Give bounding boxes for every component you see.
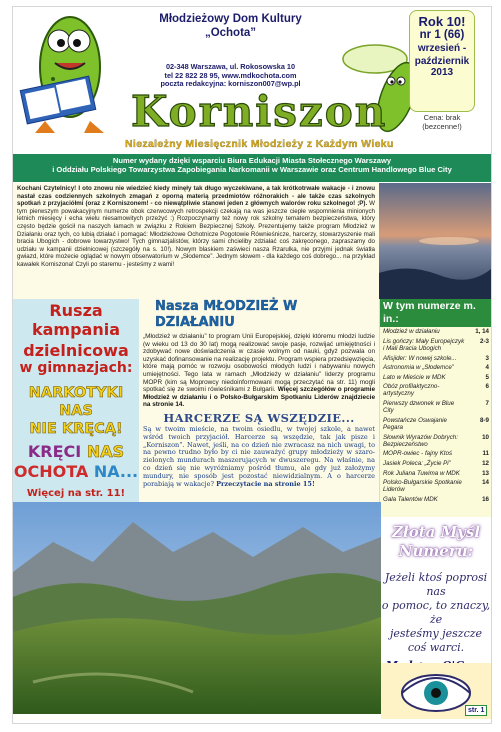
org-line2: „Ochota” [204, 27, 257, 39]
toc-item-title: Młodzież w działaniu [383, 328, 440, 336]
toc-item-page: 1, 14 [475, 328, 489, 336]
motto-word-3: OCHOTA [13, 462, 89, 481]
masthead-subtitle: Niezależny Miesięcznik Młodzieży z Każdym Wieku [125, 139, 394, 150]
toc-item [380, 459, 492, 469]
editorial-text [13, 183, 379, 299]
toc-item [380, 478, 492, 495]
motto-word-4: NA... [93, 462, 139, 481]
quote-text [381, 571, 491, 655]
toc-item-title: Lato w Mieście w MDK [383, 373, 446, 381]
org-line1: Młodzieżowy Dom Kultury [159, 13, 302, 25]
article-youth-in-action [139, 299, 379, 502]
issue-months-2: październik [414, 56, 470, 67]
toc-item-title: Afisjider: W nowej szkole... [383, 354, 457, 362]
quote-title-1: Złota Myśl [391, 523, 481, 541]
toc-item [380, 373, 492, 383]
toc-item [380, 353, 492, 363]
article-text: „Młodzież w działaniu” to program Unii Europejskiej, dzięki któremu młodzi ludzie (w wieku od 13 do 30 lat) mogą realizować swoje pasje, rozwijać umiejętności i zdobywać nowe doświadczenia w czasie wolnym od nauki, gdyż pozwala on uzyskać dofinansowanie na realizację projektu. Program wspiera przedsięwzięcia, które mają pomóc w rozwoju osobowości młodych ludzi i nabywaniu nowych umiejętności. Tego lata w ramach „Młodzieży w działaniu” liderzy programu MOPR (kim są Moprowcy niedoinformowani mogą przeczytać na str. 11) mogli spotkać się ze swoimi rówieśnikami z Bułgarii. [143, 333, 375, 394]
mountain-meadow-photo [13, 502, 381, 714]
address-block [143, 63, 318, 89]
page-number: str. 1 [465, 705, 487, 716]
campaign-more-link: Więcej na str. 11! [26, 488, 126, 499]
motto-word-2: NAS [86, 442, 125, 461]
article-title: Nasza MŁODZIEŻ W DZIAŁANIU [155, 299, 298, 330]
toc-item-page: 5 [485, 373, 489, 381]
editorial-intro: Kochani Czytelnicy! I oto znowu nie wiedzieć kiedy minęły tak długo wyczekiwane, a tak krótkotrwałe wakacje - i znowu nastał czas codziennych szkolnych zmagań z oporną materią przedmiotów różnorakich - ale także czas szkolnych spotkań z przyjaciółmi (oraz z Korniszonem! - co niewątpliwie stanowi jeden z głównych walorów roku szkolnego! ;P). [17, 185, 375, 208]
quote-of-the-issue [381, 519, 491, 663]
toc-item [380, 327, 492, 337]
toc-item-page: 3 [485, 354, 489, 362]
motto-word-1: KRĘCI [27, 442, 82, 461]
toc-item-title: Jasiek Poleca: „Życie Pi” [383, 459, 451, 467]
toc-item-title: Polsko-Bułgarskie Spotkanie Liderów [383, 479, 462, 494]
quote-title-2: Numeru: [398, 542, 474, 560]
toc-item-title: Lis gończy: Mały Europejczyk i Mali Bracia Ubogich [383, 337, 465, 352]
campaign-slogan1: NARKOTYKI NAS [28, 385, 124, 419]
toc-item-page: 10 [482, 433, 489, 441]
toc-item-page: 12 [482, 459, 489, 467]
toc-item-title: MOPR-owiec - fajny Ktoś [383, 450, 453, 458]
price-line1: Cena: brak [423, 113, 461, 122]
issue-year: Rok 10! [418, 14, 466, 29]
campaign-line2: dzielnicowa [23, 341, 129, 360]
price-label [411, 113, 473, 131]
toc-item-page: 8-9 [480, 416, 489, 424]
campaign-line3: w gimnazjach: [19, 360, 133, 376]
toc-item [380, 416, 492, 433]
masthead-title: Korniszon [131, 87, 388, 136]
toc-item-page: 16 [482, 495, 489, 503]
editorial-body: W tym pierwszym powakacyjnym numerze obok czerwcowych retrospekcji czekają na was jeszcze ciepłe wspomnienia minionych letnich miesięcy i echa wielu niesamowitych przeżyć :) Rozpoczynamy też nowy rok szkolny tematem bezpieczeństwa, który często będzie gościł na naszych łamach w związku z Rokiem Bezpiecznej Szkoły. Prezentujemy także program Młodzież w Działaniu oraz tych, co lubią działać i pomagać: Młodzieżowe Ochotnicze Pogotowie Równieśnicze, harcerzy, stowarzyszenie mali bracia Ubogich - dobrowe towarzystwo! Tych gimnazjalistów, którzy sami chcieliby zdziałać coś zakręconego, zapraszamy do udziału w kampanii dzielnicowej (szczegóły na s. 10!). Nowym blaskiem zaświeci nasza Rzarulka, nie przyjmi jednak światła gwiazd, które możecie oglądać w nowym obserwatorium w „Słodemce”. Jednym słowem - dla każdego coś dobrego... na przykład kawałek Korniszona! Czyli po staremu - jesteśmy z wami! [17, 200, 375, 268]
toc-list [380, 327, 492, 504]
toc-item-title: Słownik Wyrazów Dobrych: Bezpieczeństwo [383, 433, 458, 448]
toc-item [380, 432, 492, 449]
pickle-mascot-icon [15, 9, 125, 137]
phone-line: tel 22 822 28 95, www.mdkochota.com [164, 70, 297, 80]
toc-item-title: Gala Talentów MDK [383, 495, 438, 503]
sponsor-line2: i Oddziału Polskiego Towarzystwa Zapobiegania Narkomanii w Warszawie oraz Centrum Handlowego Blue City [52, 165, 452, 174]
sponsor-banner [13, 154, 491, 182]
campaign-box [13, 299, 139, 502]
toc-item [380, 337, 492, 354]
campaign-line1: Rusza kampania [31, 301, 121, 339]
toc-item [380, 449, 492, 459]
quote-line: Jeżeli ktoś poprosi nas [384, 571, 488, 598]
toc-item [380, 495, 492, 505]
toc-item-title: Astronomia w „Słodemce” [383, 364, 454, 372]
toc-item [380, 399, 492, 416]
campaign-motto-1 [13, 442, 139, 462]
sponsor-line1: Numer wydany dzięki wsparciu Biura Edukacji Miasta Stołecznego Warszawy [112, 156, 392, 165]
address-line: 02-348 Warszawa, ul. Rokosowska 10 [165, 62, 296, 71]
toc-item [380, 468, 492, 478]
issue-months-1: wrzesień - [417, 43, 467, 54]
scouts-title: HARCERZE SĄ WSZĘDZIE... [163, 410, 355, 425]
sea-sunset-photo [379, 183, 491, 299]
toc-item-page: 4 [485, 364, 489, 372]
campaign-slogan2: NIE KRĘCĄ! [29, 421, 123, 437]
quote-line: o pomoc, to znaczy, że [381, 599, 491, 626]
toc-item-page: 11 [482, 450, 489, 458]
quote-line: coś warci. [407, 641, 465, 654]
scouts-more: Przeczytacie na stronie 15! [216, 479, 315, 488]
toc-item-page: 2-3 [480, 337, 489, 345]
toc-item-page: 14 [482, 479, 489, 487]
table-of-contents [379, 299, 492, 517]
price-line2: (bezcenne!) [422, 122, 462, 131]
toc-item-title: Rok Juliana Tuwima w MDK [383, 469, 460, 477]
toc-item [380, 382, 492, 399]
toc-item-title: Pierwszy dzwonek w Blue City [383, 400, 455, 415]
article-body [139, 331, 379, 409]
toc-item-title: Obóz profilaktyczno-artystyczny [383, 383, 440, 398]
newspaper-page [12, 6, 492, 724]
toc-item-page: 6 [485, 383, 489, 391]
quote-line: jesteśmy jeszcze [389, 627, 483, 640]
toc-item-page: 7 [485, 400, 489, 408]
email-line: poczta redakcyjna: korniszon007@wp.pl [160, 79, 301, 89]
campaign-motto-2 [13, 462, 139, 482]
toc-heading: W tym numerze m. in.: [380, 299, 492, 327]
scouts-text: Są w twoim mieście, na twoim osiedlu, w twojej szkole, a nawet wśród twoich przyjaciół. Harcerze są wszędzie, tak jak pisze i „Korniszon”. Nawet, jeśli, na co dzień nie zwracasz na nich uwagi, to na pewno trudno było by ci nie zauważyć grupy młodzieży w szaro-zielonych mundurach maszerujących w dwuszeregu. Na właśnie, na co dzień się nie wyróżniamy pośród tłumu, ale gdy już założymy mundury, nie sposób jest pozostać niewidzialnym. A o harcerze porabiają w wakacje? [143, 424, 375, 488]
scouts-body [139, 425, 379, 489]
article-more: Więcej szczegółów o programie Młodzież w działaniu i o Polsko-Bułgarskim Spotkaniu Liderów znajdziecie na stronie 14. [143, 386, 376, 409]
toc-item-page: 13 [482, 469, 489, 477]
issue-number: nr 1 (66) [419, 29, 465, 41]
issue-year-num: 2013 [430, 67, 454, 78]
toc-item [380, 363, 492, 373]
toc-item-title: Powstańcze Oswajanie Pegara [383, 416, 447, 432]
issue-info-box [409, 10, 475, 112]
organization-name [133, 13, 328, 40]
